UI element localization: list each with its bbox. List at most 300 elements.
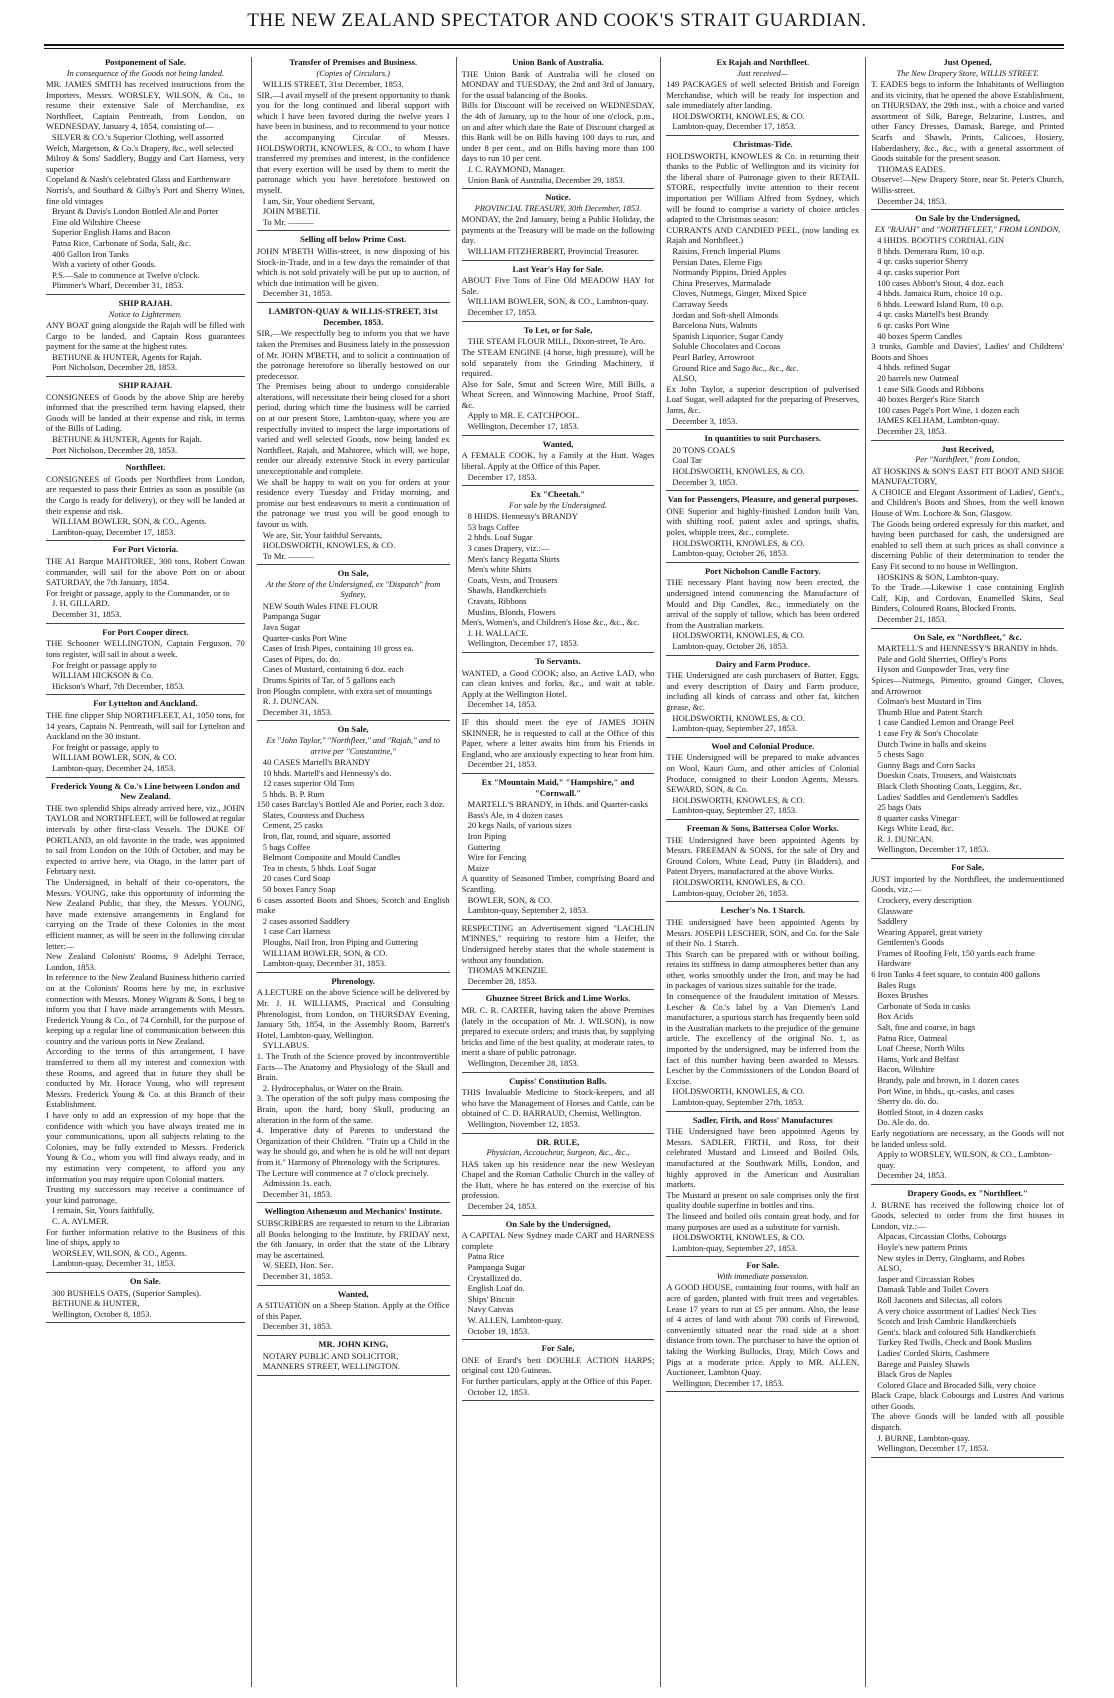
advertisement-text: J. H. WALLACE. <box>467 627 529 638</box>
advertisement-text: THE fine clipper Ship NORTHFLEET, A1, 1050 tons, for 14 years, Captain N. Pentreath, will sail for Lyttelton and Auckland on the 30 instant. <box>46 709 245 742</box>
advertisement-text: Sherry do. do. do. <box>877 1096 939 1107</box>
advertisement-text: Turkey Red Twills, Check and Book Muslins <box>877 1337 1032 1348</box>
advertisement-text: Men's white Shirts <box>467 564 532 575</box>
advertisement-text: Crockery, every description <box>877 894 972 905</box>
advertisement-text: Patna Rice, Oatmeal <box>877 1032 948 1043</box>
advertisement-text: WILLIAM BOWLER, SON, & CO., Lambton-quay. <box>467 296 649 307</box>
advertisement-text: This Starch can be prepared with or without boiling, retains its stiffness in damp atmospheres better than any other, works smoothly under the Iron, and may be had in packages of various sizes suitable for the trade. <box>666 948 860 991</box>
advertisement-text: BETHUNE & HUNTER, Agents for Rajah. <box>52 351 202 362</box>
advertisement <box>871 632 1064 860</box>
advertisement <box>46 298 245 377</box>
advertisement-text: New Zealand Colonists' Rooms, 9 Adelphi Terrace, London, 1853. <box>46 951 245 972</box>
advertisement-text: Union Bank of Australia, December 29, 1853. <box>467 174 625 185</box>
advertisement-text: Guttering <box>467 841 501 852</box>
advertisement-text: Carraway Seeds <box>672 299 728 310</box>
advertisement-heading: On Sale by the Undersigned, <box>505 1218 611 1229</box>
advertisement-text: Copeland & Nash's celebrated Glass and Earthenware <box>46 174 231 185</box>
advertisement-subheading: Ex "John Taylor," "Northfleet," and "Rajah," and to arrive per "Constantine," <box>266 736 440 756</box>
advertisement-heading: SHIP RAJAH. <box>118 297 173 308</box>
advertisement-text: December 31, 1853. <box>262 706 333 717</box>
advertisement-text: 6 cases assorted Boots and Shoes, Scotch and English make <box>256 894 450 916</box>
advertisement-text: Navy Canvas <box>467 1304 514 1315</box>
advertisement-text: Milroy & Sons' Saddlery, Buggy and Cart Harness, very superior <box>46 153 245 174</box>
advertisement-text: Do. Ale do. do. <box>877 1117 930 1128</box>
advertisement <box>666 905 859 1111</box>
advertisement-text: RESPECTING an Advertisement signed "LACHLIN M'INNES," requiring to restore him a Heifer, the Undersigned hereby states that the whole statement is without any foundation. <box>461 922 655 965</box>
advertisement-text: THE two splendid Ships already arrived here, viz., JOHN TAYLOR and NORTHFLEET, will be followed at regular intervals by other first-class Vessels. The DUKE OF PORTLAND, an old favorite in the trade, was appointed to sail from London on the 10th of October, and may be expected to arrive here, via Otago, in the latter part of February next. <box>46 802 245 877</box>
advertisement-text: Plimmer's Wharf, December 31, 1853. <box>52 280 184 291</box>
advertisement-text: Ladies' Saddles and Gentlemen's Saddles <box>877 791 1018 802</box>
advertisement-heading: Ex Rajah and Northfleet. <box>716 57 810 67</box>
advertisement-text: J. H. GILLARD. <box>52 598 110 609</box>
advertisement-text: I have only to add an expression of my hope that the confidence with which you have always treated me in your communications, upon all subjects relating to the Colonies, may be fully extended to Messrs. Frederick Young & Co., whom you will find always ready, and in my estimation very competent, to afford you any information you may require upon Colonial matters. <box>46 1110 245 1184</box>
advertisement-text: A CHOICE and Elegant Assortment of Ladies', Gent's., and Children's Boots and Shoes, from the well known House of Wm. Lochore & Son, Glasgow. <box>871 486 1064 519</box>
advertisement-text: 40 CASES Martell's BRANDY <box>262 756 371 767</box>
advertisement-text: 3 trunks, Gamble and Davies', Ladies' and Childrens' Boots and Shoes <box>871 341 1064 362</box>
advertisement <box>257 234 450 303</box>
advertisement-text: December 28, 1853. <box>467 975 537 986</box>
advertisement <box>462 439 655 486</box>
advertisement <box>257 306 450 565</box>
advertisement-text: THE Undersigned are cash purchasers of Butter, Eggs, and every description of Dairy and Farm produce, including all kinds of carcass and other fat, kitchen grease, &c. <box>666 670 860 713</box>
advertisement-text: Java Sugar <box>262 622 301 633</box>
advertisement <box>462 993 655 1072</box>
advertisement <box>666 741 859 820</box>
advertisement-text: I am, Sir, Your obedient Servant, <box>262 195 375 206</box>
advertisement <box>871 213 1064 440</box>
advertisement <box>462 192 655 260</box>
advertisement-text: Lambton-quay, December 17, 1853. <box>52 526 176 537</box>
advertisement-text: Cases of Pipes, do. do. <box>262 653 341 664</box>
advertisement-subheading: Notice to Lightermen. <box>108 309 183 319</box>
advertisement-text: December 3, 1853. <box>672 415 738 426</box>
advertisement-text: 149 PACKAGES of well selected British and Foreign Merchandise, which will be ready for inspection and sale immediately after landing. <box>666 79 860 111</box>
advertisement-text: Cement, 25 casks <box>262 820 323 831</box>
advertisement-text: WILLIAM BOWLER, SON, & CO. <box>262 947 388 958</box>
advertisement-subheading: The New Drapery Store, WILLIS STREET. <box>896 68 1039 78</box>
advertisement-heading: On Sale, ex "Northfleet," &c. <box>913 631 1022 642</box>
advertisement-text: To the Trade.—Likewise 1 case containing English Calf, Kip, and Cordovan, Enamelled Skins, Seal Binders, Coloured Roans, Blocked Fronts. <box>871 582 1064 614</box>
advertisement-text: THIS Invaluable Medicine to Stock-keepers, and all who have the Management of Horses and Cattle, can be obtained of C. D. BARRAUD, Chemist, Wellington. <box>461 1087 655 1119</box>
advertisement-text: A SITUATION on a Sheep Station. Apply at the Office of this Paper. <box>256 1300 450 1321</box>
advertisement-heading: Just Received, <box>941 443 994 454</box>
advertisement-text: Black Crape, black Cobourgs and Lustres And various other Goods. <box>871 1390 1064 1411</box>
advertisement-text: Pearl Barley, Arrowroot <box>672 351 755 362</box>
advertisement-heading: For Sale, <box>951 862 984 873</box>
advertisement-heading: Dairy and Farm Produce. <box>715 658 810 669</box>
advertisement-subheading: At the Store of the Undersigned, ex "Dispatch" from Sydney, <box>266 580 441 600</box>
advertisement-text: For freight or passage, apply to the Commander, or to <box>46 587 230 598</box>
advertisement-text: Port Nicholson, December 28, 1853. <box>52 444 178 455</box>
advertisement-text: T. EADES begs to inform the Inhabitants of Wellington and its vicinity, that he opened the above Establishment, on THURSDAY, the 29th inst., with a choice and varied assortment of Silk, Barege, Belzarine, Lustres, and other Fancy Dresses, Damask, Barege, and Printed Scarfs and Shawls, Prints, Calicoes, Hosiery, Haberdashery, &c., &c., with a general assortment of Goods suitable for the present season. <box>871 79 1064 164</box>
advertisement-heading: Cupiss' Constitution Balls. <box>509 1075 607 1086</box>
advertisement-text: Observe!—New Drapery Store, near St. Peter's Church, Willis-street. <box>871 174 1064 196</box>
advertisement-text: Bills for Discount will be received on WEDNESDAY, the 4th of January, up to the hour of one o'clock, p.m., on and after which date the Rate of Discount charged at this Bank will be on Bills having 100 days to run, and under 8 per cent., and on Bills having more than 100 days to run 10 per cent. <box>461 100 655 164</box>
advertisement-heading: Wellington Athenæum and Mechanics' Institute. <box>264 1206 442 1217</box>
advertisement-text: To Mr. ——— <box>262 550 314 561</box>
advertisement-text: WORSLEY, WILSON, & CO., Agents. <box>52 1247 187 1258</box>
advertisement-text: HOLDSWORTH, KNOWLES, & CO. <box>672 630 805 641</box>
advertisement <box>46 781 245 1273</box>
advertisement-text: December 24, 1853. <box>877 195 947 206</box>
advertisement-text: Normandy Pippins, Dried Apples <box>672 267 787 278</box>
advertisement-text: MONDAY, the 2nd January, being a Public Holiday, the payments at the Treasury will be made on the following day. <box>461 214 655 246</box>
advertisement-text: Gentlemen's Goods <box>877 937 945 948</box>
advertisement <box>46 698 245 777</box>
advertisement-text: 3. The operation of the soft pulpy mass composing the Brain, upon the hard, bony Skull, producing an alteration in the form of the same. <box>256 1093 450 1125</box>
advertisement-text: October 19, 1853. <box>467 1325 530 1336</box>
advertisement-text: Brandy, pale and brown, in 1 dozen cases <box>877 1075 1019 1086</box>
advertisement-text: A very choice assortment of Ladies' Neck Ties <box>877 1305 1037 1316</box>
advertisement-heading: Selling off below Prime Cost. <box>300 234 407 245</box>
advertisement-text: Drums Spirits of Tar, of 5 gallons each <box>262 675 396 686</box>
advertisement <box>666 823 859 902</box>
advertisement-subheading: Per "Northfleet," from London, <box>915 455 1020 465</box>
advertisement <box>257 724 450 972</box>
advertisement-text: Patna Rice, Carbonate of Soda, Salt, &c. <box>52 237 192 248</box>
advertisement-text: AT HOSKINS & SON'S EAST FIT BOOT AND SHOE MANUFACTORY, <box>871 465 1064 487</box>
advertisement-text: Port Wine, in hhds., qr.-casks, and cases <box>877 1085 1015 1096</box>
advertisement-text: In reference to the New Zealand Business hitherto carried on at the Colonists' Rooms here by me, in exclusive connection with Messrs. Money Wigram & Sons, I beg to inform you that I have made arrangements with Messrs. Frederick Young & Co., of 74 Cornhill, for the purpose of keeping up a regular line of communication between this country and the various ports in New Zealand. <box>46 972 245 1046</box>
advertisement-subheading: PROVINCIAL TREASURY, 30th December, 1853. <box>474 203 642 213</box>
advertisement-text: In consequence of the fraudulent imitation of Messrs. Lescher & Co.'s label by a Van Diemen's Land manufacturer, a spurious starch has frequently been sold in the Australian markets to the prejudice of the genuine article. The excellency of the original No. 1, as imported by the undersigned, may be inferred from the fact of this number having been awarded to Messrs. Lescher by the Commissioners of the London Board of Excise. <box>666 991 860 1086</box>
advertisement <box>871 1188 1064 1458</box>
advertisement-text: Admission 1s. each. <box>262 1178 332 1189</box>
advertisement-text: THE STEAM FLOUR MILL, Dixon-street, Te Aro. <box>467 336 646 347</box>
advertisement-text: WILLIAM FITZHERBERT, Provincial Treasurer. <box>467 246 640 257</box>
advertisement <box>462 777 655 920</box>
advertisement-text: MARTELL'S BRANDY, in Hhds. and Quarter-casks <box>467 799 648 810</box>
advertisement-text: 12 cases superior Old Tom <box>262 778 355 789</box>
advertisement-text: 4 hhds. refined Sugar <box>877 362 951 373</box>
advertisement-text: C. A. AYLMER. <box>52 1215 109 1226</box>
advertisement-heading: Phrenology. <box>331 975 375 986</box>
advertisement-text: Belmont Composite and Mould Candles <box>262 852 401 863</box>
advertisement-text: 50 boxes Fancy Soap <box>262 884 336 895</box>
advertisement-text: 25 bags Oats <box>877 802 922 813</box>
advertisement-text: December 31, 1853. <box>262 1188 333 1199</box>
advertisement-text: Ground Rice and Sago &c., &c., &c. <box>672 362 799 373</box>
advertisement-text: December 14, 1853. <box>467 699 537 710</box>
advertisement-text: 4 HHDS. BOOTH'S CORDIAL GIN <box>877 235 1005 246</box>
advertisement <box>46 57 245 295</box>
advertisement-subheading: Physician, Accoucheur, Surgeon, &c., &c., <box>486 1148 630 1158</box>
advertisement-text: ALSO, <box>672 373 697 384</box>
advertisement-text: We are, Sir, Your faithful Servants, <box>262 529 383 540</box>
advertisement-text: For freight or passage apply to <box>52 659 157 670</box>
advertisement-text: I remain, Sir, Yours faithfully, <box>52 1205 155 1216</box>
advertisement-text: NEW South Wales FINE FLOUR <box>262 600 379 611</box>
advertisement-text: December 21, 1853. <box>877 613 947 624</box>
advertisement-text: Apply to MR. E. CATCHPOOL. <box>467 410 580 421</box>
advertisement-text: SIR,—I avail myself of the present opportunity to thank you for the long continued and liberal support with which I have been favored during the twelve years I have been in business, and to recommend to your notice the accompanying Circular of Messrs. HOLDSWORTH, KNOWLES, & CO., to whom I have transferred my premises and interest, in the confidence that every exertion will be used by them to merit the patronage which you have heretofore bestowed on myself. <box>256 89 450 196</box>
advertisement-text: HOLDSWORTH, KNOWLES, & CO. <box>672 712 805 723</box>
advertisement-heading: Postponement of Sale. <box>104 57 186 67</box>
advertisement-text: BETHUNE & HUNTER, Agents for Rajah. <box>52 434 202 445</box>
column-3 <box>456 57 655 1687</box>
column-1 <box>46 57 245 1687</box>
advertisement-text: Pale and Gold Sherries, Offley's Ports <box>877 653 1007 664</box>
advertisement-heading: Van for Passengers, Pleasure, and general purposes. <box>667 494 858 505</box>
advertisement-text: Wellington, December 17, 1853. <box>467 638 579 649</box>
advertisement-text: SYLLABUS. <box>262 1040 310 1051</box>
advertisement-text: CONSIGNEES of Goods by the above Ship are hereby informed that the prescribed term having elapsed, their Goods will be landed at their expense and risk, in terms of the Bills of Lading. <box>46 391 245 434</box>
advertisement-text: Wellington, October 8, 1853. <box>52 1308 152 1319</box>
advertisement-text: Gunny Bags and Corn Sacks <box>877 759 976 770</box>
advertisement-text: Ex John Taylor, a superior description of pulverised Loaf Sugar, well adapted for the preparing of Preserves, Jams, &c. <box>666 383 860 415</box>
advertisement-text: 20 barrels new Oatmeal <box>877 373 959 383</box>
advertisement-text: Doeskin Coats, Trousers, and Waistcoats <box>877 770 1017 781</box>
advertisement-heading: Transfer of Premises and Business. <box>289 57 418 67</box>
advertisement-text: Colored Glace and Brocaded Silk, very choice <box>877 1379 1036 1390</box>
advertisement <box>462 325 655 436</box>
advertisement-heading: On Sale, <box>337 568 369 579</box>
advertisement-text: WILLIAM HICKSON & Co. <box>52 670 154 681</box>
advertisement-text: 5 chests Sago <box>877 749 924 760</box>
advertisement-heading: Union Bank of Australia. <box>512 57 604 67</box>
advertisement-text: Boxes Brushes <box>877 990 929 1001</box>
masthead-rule <box>44 44 1064 46</box>
advertisement-text: MARTELL'S and HENNESSY'S BRANDY in hhds. <box>877 643 1058 654</box>
advertisement-text: Iron Piping <box>467 831 507 841</box>
advertisement-text: December 17, 1853. <box>467 471 537 482</box>
advertisement-text: MR. JAMES SMITH has received instructions from the Importers, Messrs. WORSLEY, WILSON, & Co., to resume their extensive Sale of Merchandise, ex Northfleet, Captain Pentreath, from London, on WEDNESDAY, January 4, 1854, consisting of— <box>46 79 245 132</box>
advertisement-text: Colman's best Mustard in Tins <box>877 696 982 707</box>
advertisement-text: Lambton-quay, September 27, 1853. <box>672 805 798 816</box>
advertisement-heading: Notice. <box>545 192 571 203</box>
advertisement-text: Thumb Blue and Patent Starch <box>877 706 983 717</box>
advertisement-text: HOLDSWORTH, KNOWLES, & CO. <box>672 794 805 805</box>
newspaper-masthead: THE NEW ZEALAND SPECTATOR AND COOK'S STRAIT GUARDIAN. <box>247 10 867 31</box>
advertisement <box>666 1260 859 1392</box>
advertisement-text: ONE Superior and highly-finished London built Van, with shifting roof, patent axles and springs, shafts, poles, whipple trees, &c., complete. <box>666 505 860 538</box>
advertisement-text: Barcelona Nuts, Walnuts <box>672 320 758 331</box>
advertisement <box>257 1206 450 1285</box>
advertisement-text: BETHUNE & HUNTER, <box>52 1298 140 1309</box>
advertisement-text: Lambton-quay, September 27th, 1853. <box>672 1097 804 1108</box>
advertisement-text: The Undersigned, in behalf of their co-operators, the Messrs. YOUNG, take this opportunity of informing the New Zealand Public, that they, the Messrs. YOUNG, have made extensive arrangements in England for carrying on the Trade of these Colonies in the most efficient manner, as will be seen in the following circular letter:— <box>46 876 245 951</box>
advertisement-text: Cloves, Nutmegs, Ginger, Mixed Spice <box>672 288 807 299</box>
advertisement <box>462 1343 655 1401</box>
advertisement-text: Lambton-quay, December 31, 1853. <box>52 1258 176 1269</box>
advertisement-text: 1 case Candied Lemon and Orange Peel <box>877 717 1014 728</box>
advertisement-text: 40 boxes Sperm Candles <box>877 330 962 341</box>
advertisement-text: THOMAS EADES. <box>877 163 946 174</box>
advertisement-text: Fine old Wiltshire Cheese <box>52 216 141 227</box>
advertisement-text: 100 cases Abbott's Stout, 4 doz. each <box>877 277 1004 288</box>
advertisement-text: To Mr. ——— <box>262 216 314 227</box>
advertisement-text: Patna Rice <box>467 1251 505 1262</box>
advertisement-text: A quantity of Seasoned Timber, comprising Board and Scantling. <box>461 873 655 894</box>
advertisement-heading: On Sale by the Undersigned, <box>915 213 1020 224</box>
advertisement-text: 20 cases Curd Soap <box>262 873 330 884</box>
advertisement-text: New styles in Derry, Ginghams, and Robes <box>877 1252 1025 1263</box>
advertisement-heading: MR. JOHN KING, <box>318 1338 389 1349</box>
advertisement-text: The Mustard at present on sale comprises only the first quality double superfine in bottles and tins. <box>666 1189 860 1211</box>
advertisement-text: SUBSCRIBERS are requested to return to the Librarian all Books belonging to the Institute, by FRIDAY next, the 6th January, in order that the state of the Library may be ascertained. <box>256 1217 450 1260</box>
advertisement-heading: To Let, or for Sale, <box>523 324 593 335</box>
advertisement-text: The STEAM ENGINE (4 horse, high pressure), will be sold separately from the Grinding Machinery, if required. <box>461 346 655 379</box>
advertisement-heading: To Servants. <box>535 655 581 666</box>
advertisement-text: Wellington, December 17, 1853. <box>467 421 579 432</box>
advertisement <box>666 659 859 738</box>
advertisement-text: W. ALLEN, Lambton-quay. <box>467 1315 563 1326</box>
advertisement-text: Hickson's Wharf, 7th December, 1853. <box>52 680 185 691</box>
advertisement-text: Hams, York and Belfast <box>877 1053 959 1064</box>
advertisement-text: 20 kegs Nails, of various sizes <box>467 820 572 831</box>
advertisement-text: Lambton-quay, October 26, 1853. <box>672 548 789 559</box>
advertisement-text: Jasper and Circassian Robes <box>877 1273 975 1284</box>
advertisement-text: Iron Ploughs complete, with extra set of mountings <box>256 685 432 696</box>
advertisement-text: For further particulars, apply at the Office of this Paper. <box>461 1376 653 1387</box>
advertisement-heading: On Sale. <box>129 1275 161 1286</box>
advertisement-text: JOHN M'BETH. <box>262 206 321 217</box>
advertisement-text: Quarter-casks Port Wine <box>262 632 347 643</box>
advertisement-text: A FEMALE COOK, by a Family at the Hutt. Wages liberal. Apply at the Office of this Paper. <box>461 450 655 471</box>
column-4 <box>660 57 859 1687</box>
advertisement-text: 4 qr. casks superior Port <box>877 267 960 278</box>
advertisement-text: Wellington, November 12, 1853. <box>467 1118 580 1129</box>
advertisement <box>46 544 245 623</box>
advertisement-text: HOLDSWORTH, KNOWLES, & CO. <box>672 537 805 548</box>
advertisement-text: HOLDSWORTH, KNOWLES, & CO. <box>672 1232 805 1243</box>
advertisement-text: Coats, Vests, and Trousers <box>467 574 558 585</box>
advertisement-text: THOMAS M'KENZIE. <box>467 965 548 976</box>
advertisement-text: Damask Table and Toilet Covers <box>877 1284 989 1295</box>
advertisement-text: NOTARY PUBLIC AND SOLICITOR, <box>262 1350 399 1361</box>
advertisement-text: 4 qr. casks superior Sherry <box>877 256 969 267</box>
advertisement-text: JUST imported by the Northfleet, the undermentioned Goods, viz.:— <box>871 873 1064 895</box>
advertisement-heading: SHIP RAJAH. <box>118 380 173 390</box>
advertisement-text: THE necessary Plant having now been erected, the undersigned intend commencing the Manufacture of Mould and Dip Candles, &c., immediately on the arrival of the supply of tallow, which has been ordered from the Australian markets. <box>666 577 860 630</box>
advertisement-text: 2. Hydrocephalus, or Water on the Brain. <box>262 1082 404 1093</box>
advertisement-subheading: (Copies of Circulars.) <box>316 68 390 78</box>
advertisement <box>46 380 245 459</box>
advertisement-text: Spanish Liquorice, Sugar Candy <box>672 330 784 341</box>
advertisement-text: Lambton-quay, October 26, 1853. <box>672 641 789 652</box>
advertisement-text: Alpacas, Circassian Cloths, Cobourgs <box>877 1231 1007 1242</box>
advertisement-subheading: EX "RAJAH" and "NORTHFLEET," FROM LONDON, <box>874 224 1061 234</box>
advertisement-text: 4 hhds. Jamaica Rum, choice 10 o.p. <box>877 288 1003 299</box>
advertisement-text: Bryant & Davis's London Bottled Ale and Porter <box>52 206 219 217</box>
advertisement <box>462 57 655 189</box>
advertisement-text: 300 BUSHELS OATS, (Superior Samples). <box>52 1287 202 1298</box>
advertisement <box>257 1339 450 1376</box>
advertisement-text: Lambton-quay, September 27, 1853. <box>672 723 798 734</box>
advertisement-text: Crystallized do. <box>467 1272 522 1283</box>
advertisement-text: 100 cases Page's Port Wine, 1 dozen each <box>877 404 1020 415</box>
advertisement-text: Apply to WORSLEY, WILSON, & CO., Lambton-quay. <box>877 1149 1052 1170</box>
advertisement <box>257 568 450 721</box>
advertisement-text: MR. C. R. CARTER, having taken the above Premises (lately in the occupation of Mr. J. WILSON), is now prepared to execute orders; and trusts that, by supplying bricks and lime of the best quality, at moderate rates, to merit a share of public patronage. <box>461 1004 655 1058</box>
advertisement-text: Lambton-quay, September 2, 1853. <box>467 905 589 916</box>
advertisement-text: December 31, 1853. <box>262 1321 333 1332</box>
advertisement-text: December 24, 1853. <box>877 1170 947 1181</box>
advertisement-text: Hoyle's new pattern Prints <box>877 1241 968 1252</box>
advertisement-text: 53 bags Coffee <box>467 521 520 532</box>
advertisement-text: Ships' Biscuit <box>467 1293 515 1304</box>
advertisement-text: WILLIAM BOWLER, SON, & CO., Agents. <box>52 516 207 527</box>
advertisement-text: According to the terms of this arrangement, I have transferred to them all my interest and connexion with these Rooms, and agreed that in future they shall be conducted by Mr. Horace Young, who will represent Messrs. Frederick Young & Co. at this Branch of their Establishment. <box>46 1046 245 1110</box>
advertisement-text: Soluble Chocolates and Cocoas <box>672 341 781 352</box>
advertisement-text: English Loaf do. <box>467 1283 525 1294</box>
advertisement-text: 6 Iron Tanks 4 feet square, to contain 400 gallons <box>871 969 1040 980</box>
advertisement-text: HOLDSWORTH, KNOWLES & Co. in returning their thanks to the Public of Wellington and its vicinity for the liberal share of Patronage given to their RETAIL STORE, respectfully invite attention to their recent importation per William Alfred from Sydney, which will be found to comprise a variety of choice articles adapted to the Christmas season: <box>666 150 860 225</box>
advertisement-heading: Northfleet. <box>125 462 166 473</box>
advertisement-text: A LECTURE on the above Science will be delivered by Mr. J. H. WILLIAMS, Practical and Consulting Phrenologist, from London, on THURSDAY Evening, January 5th, 1854, in the Assembly Room, Barrett's Hotel, Lambton-quay, Wellington. <box>256 987 450 1040</box>
advertisement-text: Lambton-quay, September 27, 1853. <box>672 1242 798 1253</box>
advertisement-text: Gent's. black and coloured Silk Handkerchiefs <box>877 1326 1036 1337</box>
advertisement-text: Bottled Stout, in 4 dozen casks <box>877 1106 984 1117</box>
advertisement <box>462 1076 655 1134</box>
advertisement-heading: For Port Victoria. <box>112 544 179 555</box>
advertisement-text: THE Undersigned have been appointed Agents by Messrs. SADLER, FIRTH, and Ross, for their celebrated Mustard and Linseed and Boiled Oils, manufactured at the Southwark Mills, London, and highly approved in the American and Australian markets. <box>666 1126 860 1190</box>
advertisement-text: MANNERS STREET, WELLINGTON. <box>262 1361 401 1372</box>
advertisement-text: W. SEED, Hon. Sec. <box>262 1260 334 1271</box>
advertisement <box>46 462 245 541</box>
advertisement-text: Black Gros de Naples <box>877 1369 952 1380</box>
advertisement-text: Norris's, and Southard & Gilby's Port and Sherry Wines, fine old vintages <box>46 185 245 206</box>
advertisement-text: 40 boxes Berger's Rice Starch <box>877 394 980 405</box>
advertisement-heading: Ghuznee Street Brick and Lime Works. <box>485 993 631 1004</box>
advertisement-text: The above Goods will be landed with all possible dispatch. <box>871 1411 1064 1433</box>
advertisement-heading: Christmas-Tide. <box>732 139 793 150</box>
advertisement-text: 150 cases Barclay's Bottled Ale and Porter, each 3 doz. <box>256 799 445 810</box>
advertisement-text: The Lecture will commence at 7 o'clock precisely. <box>256 1167 429 1178</box>
advertisement-text: Wellington, December 17, 1853. <box>877 844 989 855</box>
advertisement-text: 5 bags Coffee <box>262 841 311 852</box>
advertisement <box>666 57 859 136</box>
advertisement <box>666 433 859 491</box>
advertisement-text: Saddlery <box>877 916 908 927</box>
advertisement-text: We shall be happy to wait on you for orders at your residence every Tuesday and Friday morning, and promise our best endeavours to merit a continuation of the patronage we trust you will be good enough to favour us with. <box>256 476 450 530</box>
advertisement-text: October 12, 1853. <box>467 1386 530 1397</box>
advertisement-heading: For Sale. <box>746 1260 780 1271</box>
advertisement-text: December 23, 1853. <box>877 425 947 436</box>
advertisement-text: 20 TONS COALS <box>672 444 736 455</box>
advertisement <box>46 1276 245 1323</box>
advertisement-text: Black Cloth Shooting Coats, Leggins, &c. <box>877 780 1022 791</box>
advertisement-text: Wellington, December 17, 1853. <box>877 1443 989 1454</box>
advertisement-text: 3 cases Drapery, viz.:— <box>467 542 550 553</box>
advertisement-text: Hardware <box>877 958 911 969</box>
advertisement <box>46 627 245 696</box>
advertisement-text: HOLDSWORTH, KNOWLES, & CO. <box>672 465 805 476</box>
advertisement-heading: For Sale, <box>541 1343 575 1354</box>
advertisement-text: Wellington, December 28, 1853. <box>467 1057 579 1068</box>
advertisement-heading: For Lyttelton and Auckland. <box>93 698 198 709</box>
advertisement-heading: Lescher's No. 1 Starch. <box>720 905 806 916</box>
advertisement-text: December 31, 1853. <box>52 609 122 620</box>
advertisement-text: Dutch Twine in balls and skeins <box>877 738 987 749</box>
advertisement-columns <box>46 57 1064 1687</box>
advertisement-text: Ladies' Corded Skirts, Cashmere <box>877 1347 990 1358</box>
advertisement <box>666 1115 859 1258</box>
advertisement-text: Raisins, French Imperial Plums <box>672 246 781 257</box>
advertisement-text: Early negotiations are necessary, as the Goods will not be landed unless sold. <box>871 1127 1064 1149</box>
advertisement-heading: On Sale, <box>337 724 369 735</box>
advertisement-text: BOWLER, SON, & CO. <box>467 894 553 905</box>
advertisement-text: Pampanga Sugar <box>262 611 321 622</box>
advertisement-text: Jordan and Soft-shell Almonds <box>672 309 779 320</box>
advertisement-text: Lambton-quay, October 26, 1853. <box>672 887 789 898</box>
advertisement-text: 4 qr. casks Martell's best Brandy <box>877 309 989 320</box>
advertisement-text: Men's fancy Regatta Shirts <box>467 553 560 564</box>
advertisement-text: Shawls, Handkerchiefs <box>467 585 547 596</box>
advertisement-text: Port Nicholson, December 28, 1853. <box>52 362 178 373</box>
advertisement-text: JAMES KELHAM, Lambton-quay. <box>877 415 1000 426</box>
advertisement-text: Wire for Fencing <box>467 852 527 863</box>
